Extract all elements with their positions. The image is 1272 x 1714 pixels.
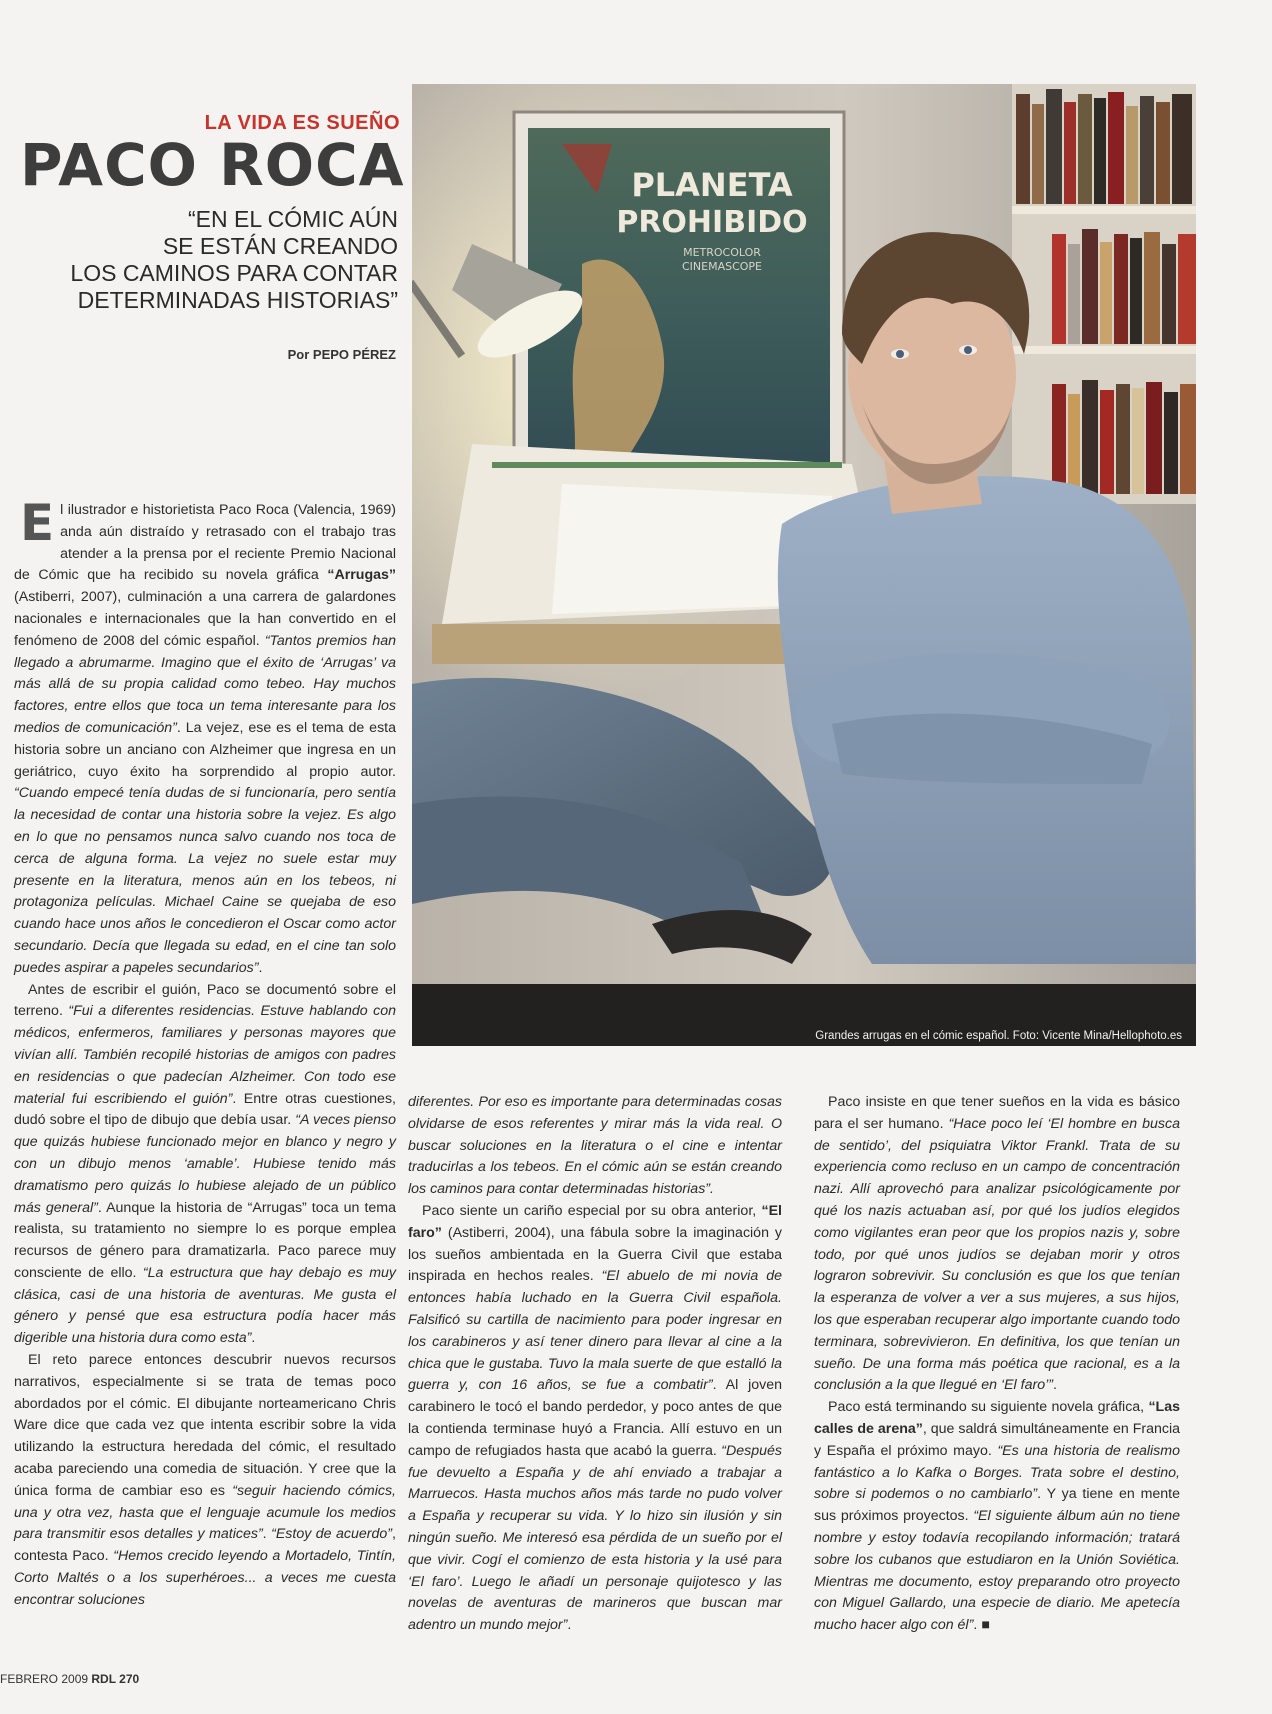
page-footer <box>0 1672 139 1686</box>
paragraph: Paco insiste en que tener sueños en la vida es básico para el ser humano. “Hace poco leí ‘El hombre en busca de sentido’, del psiquiatra Viktor Frankl. Trata de su experiencia como recluso en un campo de concentración nazi. Allí aprovechó para analizar psicológicamente por qué los nazis actuaban así, por qué los judíos elegidos como vigilantes eran peor que los propios nazis y, sobre todo, por qué unos judíos se dejaban morir y otros lograron sobrevivir. Su conclusión es que los que tenían la esperanza de volver a ver a sus mujeres, a sus hijos, los que esperaban recuperar algo importante cuando todo terminara, sobrevivieron. En definitiva, los que tenían un sueño. De una forma más poética que racional, es a la conclusión a la que llegué en ‘El faro’”. <box>814 1094 1180 1394</box>
section-kicker: LA VIDA ES SUEÑO <box>204 112 400 134</box>
portrait-photo <box>412 84 1196 1046</box>
poster-title: PROHIBIDO <box>616 205 808 240</box>
subtitle-line: DETERMINADAS HISTORIAS” <box>77 287 398 313</box>
paragraph: Antes de escribir el guión, Paco se documentó sobre el terreno. “Fui a diferentes residencias. Estuve hablando con médicos, enfermeros, familiares y personas mayores que vivían allí. También recopilé historias de amigos con padres en residencias o que padecían Alzheimer. Con todo ese material fui escribiendo el guión”. Entre otras cuestiones, dudó sobre el tipo de dibujo que debía usar. “A veces pienso que quizás hubiese funcionado mejor en blanco y negro y con un dibujo menos ‘amable’. Hubiese tenido más dramatismo pero quizás lo hubiese alejado de un público más general”. Aunque la historia de “Arrugas” toca un tema realista, su tratamiento no siempre lo es porque emplea recursos de género para dramatizarla. Paco parece muy consciente de ello. “La estructura que hay debajo es muy clásica, casi de una historia de aventuras. Me gusta el género y pensé que esa estructura podía hacer más digerible una historia dura como esta”. <box>14 981 396 1347</box>
article-column-3 <box>814 1092 1180 1637</box>
subtitle-line: LOS CAMINOS PARA CONTAR <box>70 260 398 286</box>
poster-small-text: CINEMASCOPE <box>681 260 763 273</box>
article-column-2 <box>408 1092 782 1637</box>
paragraph: El ilustrador e historietista Paco Roca (Valencia, 1969) anda aún distraído y retrasado con el trabajo tras atender a la prensa por el reciente Premio Nacional de Cómic que ha recibido su novela gráfica “Arrugas” (Astiberri, 2007), culminación a una carrera de galardones nacionales e internacionales que la han convertido en el fenómeno de 2008 del cómic español. “Tantos premios han llegado a abrumarme. Imagino que el éxito de ‘Arrugas’ va más allá de su propia calidad como tebeo. Hay muchos factores, entre ellos que toca un tema interesante para los medios de comunicación”. La vejez, ese es el tema de esta historia sobre un anciano con Alzheimer que ingresa en un geriátrico, cuyo éxito ha sorprendido al propio autor. “Cuando empecé tenía dudas de si funcionaría, pero sentía la necesidad de contar una historia sobre la vejez. Es algo en lo que no pensamos nunca salvo cuando nos toca de cerca de alguna forma. La vejez no suele estar muy presente en la literatura, menos aún en los tebeos, ni protagoniza películas. Michael Caine se quejaba de eso cuando hace unos años le concedieron el Oscar como actor secundario. Decía que llegada su edad, en el cine tan solo puedes aspirar a papeles secundarios”. <box>14 494 397 976</box>
article-subtitle <box>20 206 398 314</box>
photo-illustration <box>412 84 1196 1046</box>
paragraph: El reto parece entonces descubrir nuevos recursos narrativos, especialmente si se trata de temas poco abordados por el cómic. El dibujante norteamericano Chris Ware dice que cada vez que intenta escribir sobre la vida utilizando la estructura heredada del cómic, el resultado acaba pareciendo una comedia de situación. Y cree que la única forma de cambiar eso es “seguir haciendo cómics, una y otra vez, hasta que el lenguaje acumule los medios para transmitir esos detalles y matices”. “Estoy de acuerdo”, contesta Paco. “Hemos crecido leyendo a Mortadelo, Tintín, Corto Maltés o a los superhéroes... a veces me cuesta encontrar soluciones <box>14 1352 397 1608</box>
article-column-1 <box>14 494 397 1612</box>
drop-cap: E <box>20 494 55 552</box>
poster-small-text: METROCOLOR <box>683 246 761 259</box>
paragraph: diferentes. Por eso es importante para determinadas cosas olvidarse de esos referentes y mirar más la vida real. O buscar soluciones en la literatura o el cine e intentar traducirlas a los tebeos. En el cómic aún se están creando los caminos para contar determinadas historias”. <box>408 1094 782 1198</box>
paragraph: Paco está terminando su siguiente novela gráfica, “Las calles de arena”, que saldrá simultáneamente en Francia y España el próximo mayo. “Es una historia de realismo fantástico a lo Kafka o Borges. Trata sobre el destino, sobre si podemos o no cambiarlo”. Y ya tiene en mente sus próximos proyectos. “El siguiente álbum aún no tiene nombre y estoy todavía recopilando información; tratará sobre los cubanos que estudiaron en la Unión Soviética. Mientras me documento, estoy preparando otro proyecto con Miguel Gallardo, una especie de diario. Me apetecía mucho hacer algo con él”. ■ <box>814 1399 1180 1634</box>
issue-date: FEBRERO 2009 <box>0 1672 89 1686</box>
article-title: PACO ROCA <box>20 131 405 199</box>
poster-title: PLANETA <box>631 166 793 204</box>
byline: Por PEPO PÉREZ <box>287 347 396 362</box>
photo-caption: Grandes arrugas en el cómic español. Foto: Vicente Mina/Hellophoto.es <box>815 1030 1182 1042</box>
magazine-issue: RDL 270 <box>91 1672 140 1686</box>
paragraph: Paco siente un cariño especial por su obra anterior, “El faro” (Astiberri, 2004), una fábula sobre la imaginación y los sueños ambientada en la Guerra Civil que estaba inspirada en hechos reales. “El abuelo de mi novia de entonces había luchado en la Guerra Civil española. Falsificó su cartilla de nacimiento para poder ingresar en los carabineros y así tener dinero para llevar al cine a la chica que le gustaba. Tuvo la mala suerte de que estalló la guerra y, con 16 años, se fue a combatir”. Al joven carabinero le tocó el bando perdedor, y poco antes de que la contienda terminase huyó a Francia. Allí estuvo en un campo de refugiados hasta que acabó la guerra. “Después fue devuelto a España y de ahí enviado a trabajar a Marruecos. Hasta muchos años más tarde no pudo volver a España y recuperar su vida. Y lo hizo sin ilusión y sin ningún sueño. Me interesó esa pérdida de un sueño por el que vivir. Cogí el comienzo de esta historia y la usé para ‘El faro’. Luego le añadí un personaje quijotesco y las novelas de aventuras de marineros que buscan mar adentro un mundo mejor”. <box>408 1202 782 1634</box>
subtitle-line: “EN EL CÓMIC AÚN <box>187 206 398 232</box>
subtitle-line: SE ESTÁN CREANDO <box>162 233 398 259</box>
